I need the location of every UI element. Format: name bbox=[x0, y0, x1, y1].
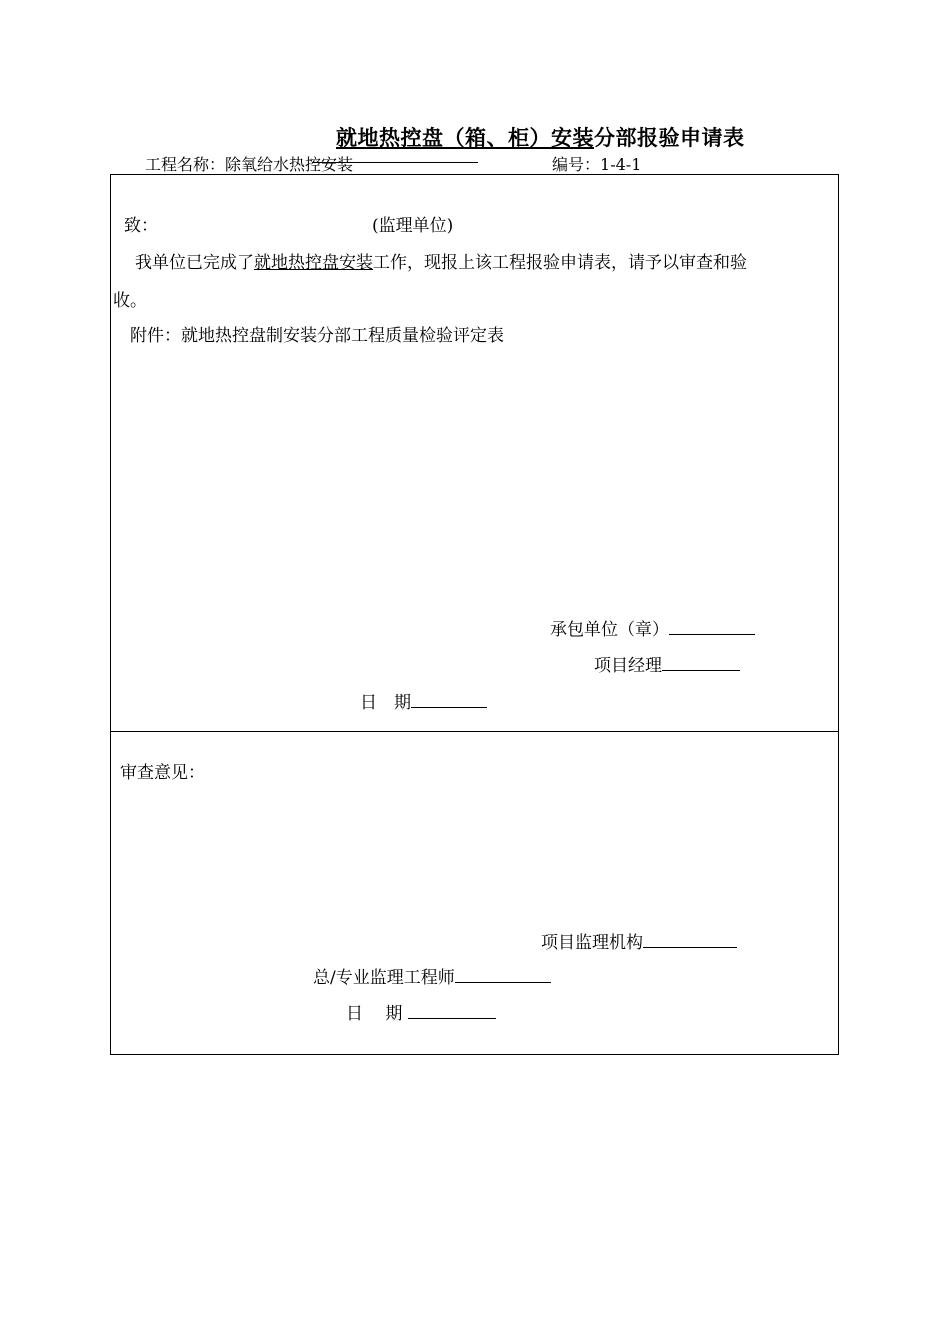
agency-signature-row bbox=[541, 928, 737, 953]
review-opinion-label: 审查意见： bbox=[120, 763, 205, 783]
contractor-signature-row bbox=[550, 615, 755, 640]
date-row-2 bbox=[346, 999, 496, 1024]
manager-signature-line bbox=[662, 669, 740, 671]
project-name-row bbox=[145, 152, 353, 175]
page-title bbox=[336, 122, 745, 152]
project-name-line bbox=[312, 162, 478, 163]
contractor-label: 承包单位（章） bbox=[550, 620, 669, 640]
attachment-line: 附件：就地热控盘制安装分部工程质量检验评定表 bbox=[130, 326, 504, 346]
engineer-label: 总/专业监理工程师 bbox=[313, 968, 455, 988]
agency-label: 项目监理机构 bbox=[541, 933, 643, 953]
date-line-2 bbox=[408, 1017, 496, 1019]
manager-label: 项目经理 bbox=[594, 656, 662, 676]
project-name-value: 除氧给水热控安装 bbox=[225, 155, 354, 174]
date-label-2: 日 期 bbox=[346, 1004, 403, 1024]
supervisor-unit-label: (监理单位) bbox=[372, 216, 454, 236]
body-line-1 bbox=[135, 248, 747, 273]
manager-signature-row bbox=[594, 651, 740, 676]
to-label: 致： bbox=[124, 216, 158, 236]
title-underlined-part: 就地热控盘（箱、柜）安装 bbox=[336, 126, 594, 150]
form-code-value: 1-4-1 bbox=[600, 155, 642, 174]
title-rest: 分部报验申请表 bbox=[594, 126, 745, 150]
form-code bbox=[552, 152, 641, 175]
engineer-signature-row bbox=[313, 963, 551, 988]
agency-signature-line bbox=[643, 946, 737, 948]
body-line-2: 收。 bbox=[113, 291, 147, 311]
body-suffix: 工作，现报上该工程报验申请表，请予以审查和验 bbox=[373, 253, 747, 273]
section-divider bbox=[110, 731, 839, 732]
date-label-1: 日 期 bbox=[360, 693, 411, 713]
date-line-1 bbox=[411, 706, 487, 708]
form-code-label: 编号： bbox=[552, 155, 601, 174]
project-name-label: 工程名称： bbox=[145, 155, 226, 174]
date-row-1 bbox=[360, 688, 487, 713]
engineer-signature-line bbox=[455, 981, 551, 983]
contractor-signature-line bbox=[669, 633, 755, 635]
work-name: 就地热控盘安装 bbox=[254, 253, 373, 273]
body-prefix: 我单位已完成了 bbox=[135, 253, 254, 273]
